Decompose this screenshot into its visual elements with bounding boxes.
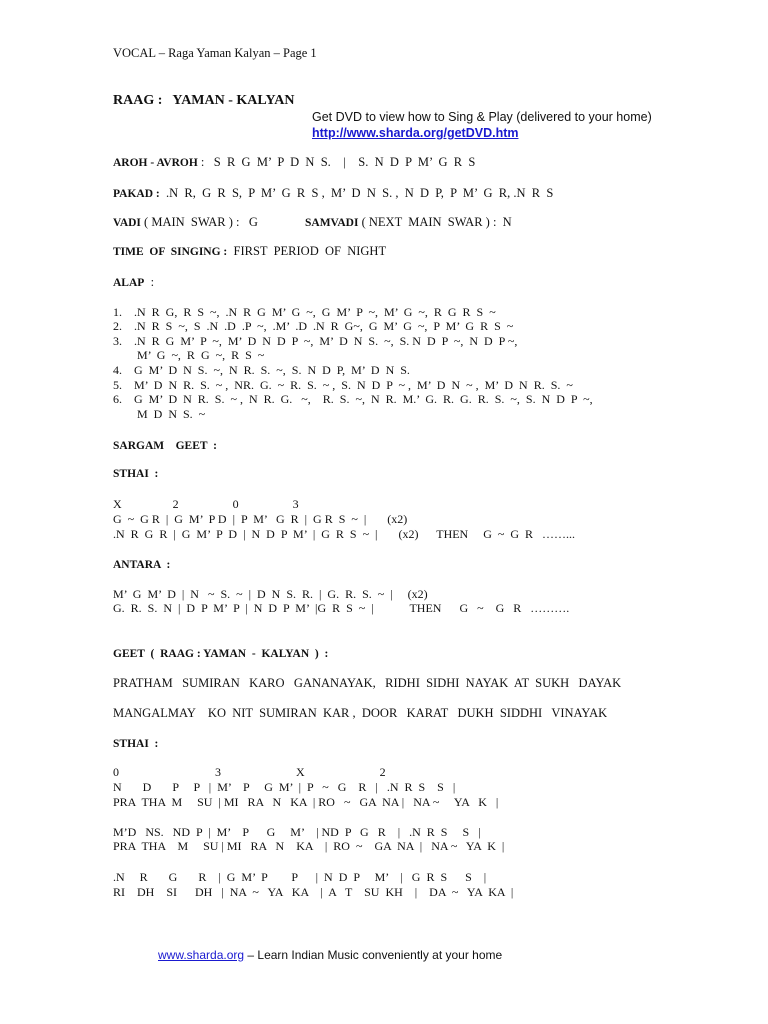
footer-link[interactable]: www.sharda.org xyxy=(158,948,245,962)
alap-label: ALAP xyxy=(113,277,145,289)
alap-line: M D N S. ~ xyxy=(113,407,206,421)
time-of-singing-row xyxy=(113,244,386,259)
antara-notation-line: M’ G M’ D | N ~ S. ~ | D N S. R. | G. R. S. ~ | (x2) xyxy=(113,587,428,601)
sthai-taal-markers: X 2 0 3 xyxy=(113,497,299,511)
samvadi-row xyxy=(305,215,512,230)
alap-line: 4. G M’ D N S. ~, N R. S. ~, S. N D P, M’ D N S. xyxy=(113,363,410,377)
sthai-heading: STHAI : xyxy=(113,738,159,750)
alap-colon: : xyxy=(144,275,155,289)
geet-lyric-line: RI DH SI DH | NA ~ YA KA | A T SU KH | DA ~ YA KA | xyxy=(113,885,514,899)
antara-heading: ANTARA : xyxy=(113,559,171,571)
alap-line: 1. .N R G, R S ~, .N R G M’ G ~, G M’ P ~, M’ G ~, R G R S ~ xyxy=(113,305,496,319)
alap-line: 5. M’ D N R. S. ~ , NR. G. ~ R. S. ~ , S. N D P ~ , M’ D N ~ , M’ D N R. S. ~ xyxy=(113,378,573,392)
aroh-avroh-row xyxy=(113,155,475,170)
pakad-label: PAKAD : xyxy=(113,188,160,200)
vadi-row xyxy=(113,215,258,230)
geet-lyric-line: PRA THA M SU | MI RA N KA | RO ~ GA NA | NA ~ YA K | xyxy=(113,795,499,809)
samvadi-label: SAMVADI xyxy=(305,217,359,229)
time-value: FIRST PERIOD OF NIGHT xyxy=(227,244,387,258)
geet-notation-line: .N R G R | G M’ P P | N D P M’ | G R S S | xyxy=(113,870,487,884)
page-title: RAAG : YAMAN - KALYAN xyxy=(113,93,295,108)
vadi-label: VADI xyxy=(113,217,141,229)
alap-heading xyxy=(113,275,154,290)
time-label: TIME OF SINGING : xyxy=(113,246,228,258)
antara-notation-line: G. R. S. N | D P M’ P | N D P M’ |G R S ~ | THEN G ~ G R ………. xyxy=(113,601,570,615)
geet-notation-line: N D P P | M’ P G M’ | P ~ G R | .N R S S | xyxy=(113,780,456,794)
alap-line: 3. .N R G M’ P ~, M’ D N D P ~, M’ D N S. ~, S. N D P ~, N D P ~, xyxy=(113,334,518,348)
page-footer xyxy=(158,948,502,962)
lyrics-line: PRATHAM SUMIRAN KARO GANANAYAK, RIDHI SIDHI NAYAK AT SUKH DAYAK xyxy=(113,676,622,690)
sthai-heading: STHAI : xyxy=(113,468,159,480)
geet-taal-markers: 0 3 X 2 xyxy=(113,765,386,779)
alap-line: 2. .N R S ~, S .N .D .P ~, .M’ .D .N R G~, G M’ G ~, P M’ G R S ~ xyxy=(113,319,514,333)
sthai-notation-line: .N R G R | G M’ P D | N D P M’ | G R S ~ | (x2) THEN G ~ G R ……... xyxy=(113,527,576,541)
page-header: VOCAL – Raga Yaman Kalyan – Page 1 xyxy=(113,46,317,60)
aroh-avroh-label: AROH - AVROH xyxy=(113,157,198,169)
sthai-notation-line: G ~ G R | G M’ P D | P M’ G R | G R S ~ | (x2) xyxy=(113,512,408,526)
pakad-row xyxy=(113,186,553,201)
geet-heading: GEET ( RAAG : YAMAN - KALYAN ) : xyxy=(113,648,329,660)
vadi-value: ( MAIN SWAR ) : G xyxy=(140,215,258,229)
footer-text: – Learn Indian Music conveniently at your home xyxy=(244,948,503,962)
sargam-geet-heading: SARGAM GEET : xyxy=(113,440,217,452)
aroh-avroh-value: : S R G M’ P D N S. | S. N D P M’ G R S xyxy=(197,155,476,169)
samvadi-value: ( NEXT MAIN SWAR ) : N xyxy=(358,215,512,229)
dvd-link[interactable]: http://www.sharda.org/getDVD.htm xyxy=(312,126,519,140)
geet-lyric-line: PRA THA M SU | MI RA N KA | RO ~ GA NA | NA ~ YA K | xyxy=(113,839,505,853)
pakad-value: .N R, G R S, P M’ G R S , M’ D N S. , N D P, P M’ G R, .N R S xyxy=(159,186,554,200)
lyrics-line: MANGALMAY KO NIT SUMIRAN KAR , DOOR KARAT DUKH SIDDHI VINAYAK xyxy=(113,706,608,720)
dvd-promo-text: Get DVD to view how to Sing & Play (delivered to your home) xyxy=(312,110,652,124)
alap-line: M’ G ~, R G ~, R S ~ xyxy=(113,348,265,362)
alap-line: 6. G M’ D N R. S. ~ , N R. G. ~, R. S. ~, N R. M.’ G. R. G. R. S. ~, S. N D P ~, xyxy=(113,392,593,406)
geet-notation-line: M’D NS. ND P | M’ P G M’ | ND P G R | .N R S S | xyxy=(113,825,481,839)
